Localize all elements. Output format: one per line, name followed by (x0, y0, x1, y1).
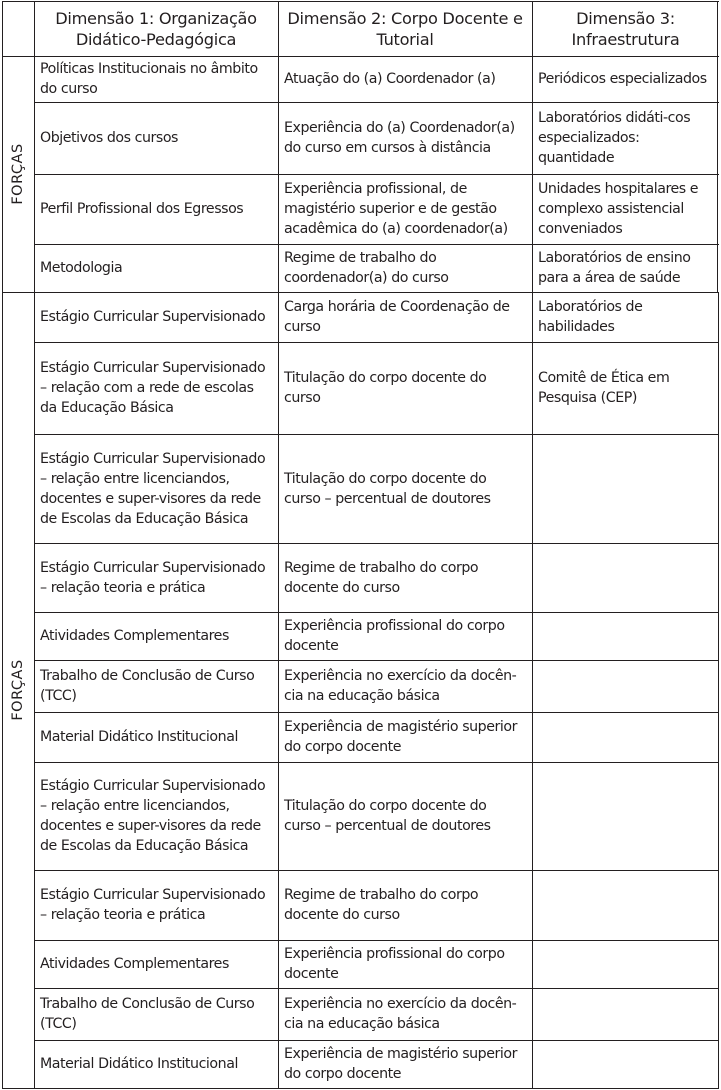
grid-line (34, 434, 719, 435)
table-cell: Experiência profissional, de magistério superior e de gestão acadêmica do (a) coordenador(a) (284, 181, 508, 237)
table-cell: Perfil Profissional dos Egressos (40, 201, 244, 217)
table-cell: Titulação do corpo docente do curso (284, 370, 487, 406)
column-header-line: Infraestrutura (571, 29, 680, 49)
table-cell: Regime de trabalho do corpo docente do curso (284, 887, 479, 923)
grid-line (34, 342, 719, 343)
column-header-line: Tutorial (376, 29, 434, 49)
table-cell (532, 940, 719, 988)
table-cell: Trabalho de Conclusão de Curso (TCC) (40, 996, 255, 1032)
grid-line (34, 660, 719, 661)
grid-line (717, 1, 718, 293)
table-cell: Titulação do corpo docente do curso – percentual de doutores (284, 470, 491, 507)
table-cell: Experiência profissional do corpo docente (284, 946, 505, 982)
grid-line (34, 1, 35, 1089)
table-cell: Estágio Curricular Supervisionado (40, 309, 266, 325)
grid-line (2, 1, 719, 2)
column-header-3 (532, 1, 719, 56)
table-cell: Estágio Curricular Supervisionado – relação teoria e prática (40, 559, 266, 596)
grid-line (34, 988, 719, 989)
table-cell (532, 612, 719, 660)
column-header-1 (34, 1, 278, 56)
table-cell: Metodologia (40, 260, 123, 276)
table-cell (532, 712, 719, 762)
table-cell: Atuação do (a) Coordenador (a) (284, 71, 496, 87)
table-cell: Material Didático Institucional (40, 729, 238, 745)
grid-line (34, 712, 719, 713)
table-cell: Políticas Institucionais no âmbito do curso (40, 61, 258, 97)
grid-line (532, 1, 533, 1089)
table-cell: Regime de trabalho do corpo docente do curso (284, 559, 479, 596)
table-cell: Laboratórios de ensino para a área de saúde (538, 250, 691, 286)
table-cell: Regime de trabalho do coordenador(a) do curso (284, 250, 449, 286)
grid-line (34, 762, 719, 763)
table-cell (532, 543, 719, 612)
table-cell: Experiência no exercício da docên-cia na educação básica (284, 996, 517, 1032)
table-cell (532, 1040, 719, 1088)
table-cell: Carga horária de Coordenação de curso (284, 299, 510, 335)
column-header-line: Dimensão 1: Organização (55, 8, 257, 28)
grid-line (2, 1088, 719, 1089)
grid-line (34, 870, 719, 871)
grid-line (34, 1040, 719, 1041)
table-cell: Experiência de magistério superior do corpo docente (284, 719, 517, 755)
table-cell (532, 660, 719, 712)
table-cell: Experiência profissional do corpo docente (284, 618, 505, 654)
grid-line (2, 1, 3, 1089)
column-header-line: Didático-Pedagógica (75, 29, 237, 49)
table-cell: Comitê de Ética em Pesquisa (CEP) (538, 370, 670, 406)
column-header-line: Dimensão 2: Corpo Docente e (287, 8, 523, 28)
table-cell: Estágio Curricular Supervisionado – relação entre licenciandos, docentes e super-visores da rede de Escolas da Educação Básica (40, 778, 266, 854)
grid-line (34, 940, 719, 941)
table-cell: Objetivos dos cursos (40, 130, 179, 146)
table-cell: Material Didático Institucional (40, 1056, 238, 1072)
table-cell (532, 988, 719, 1040)
grid-line (34, 244, 719, 245)
grid-line (278, 1, 279, 1089)
table-cell: Unidades hospitalares e complexo assistencial conveniados (538, 181, 699, 237)
section-label-forcas: FORÇAS (10, 143, 26, 205)
grid-line (2, 292, 719, 293)
section-label-forcas: FORÇAS (10, 659, 26, 721)
grid-line (34, 174, 719, 175)
grid-line (2, 56, 719, 57)
column-header-line: Dimensão 3: (576, 8, 675, 28)
table-cell: Estágio Curricular Supervisionado – relação teoria e prática (40, 887, 266, 923)
column-header-2 (278, 1, 532, 56)
table-cell (532, 434, 719, 543)
table-cell: Laboratórios didáti-cos especializados: quantidade (538, 110, 691, 166)
table-cell: Periódicos especializados (538, 71, 707, 87)
table-cell (532, 870, 719, 940)
table-cell: Atividades Complementares (40, 956, 229, 972)
table-cell: Atividades Complementares (40, 628, 229, 644)
table-cell: Experiência do (a) Coordenador(a) do curso em cursos à distância (284, 120, 515, 156)
grid-line (34, 102, 719, 103)
table-cell: Estágio Curricular Supervisionado – relação entre licenciandos, docentes e super-visores da rede de Escolas da Educação Básica (40, 450, 266, 527)
table-cell: Experiência no exercício da docên-cia na educação básica (284, 668, 517, 704)
table-cell: Laboratórios de habilidades (538, 299, 643, 335)
table-cell: Titulação do corpo docente do curso – percentual de doutores (284, 798, 491, 834)
grid-line (34, 543, 719, 544)
table-cell (532, 762, 719, 870)
grid-line (34, 612, 719, 613)
grid-line (718, 292, 719, 1089)
table-cell: Experiência de magistério superior do corpo docente (284, 1046, 517, 1082)
table-cell: Estágio Curricular Supervisionado – relação com a rede de escolas da Educação Básica (40, 360, 266, 416)
table-cell: Trabalho de Conclusão de Curso (TCC) (40, 668, 255, 704)
